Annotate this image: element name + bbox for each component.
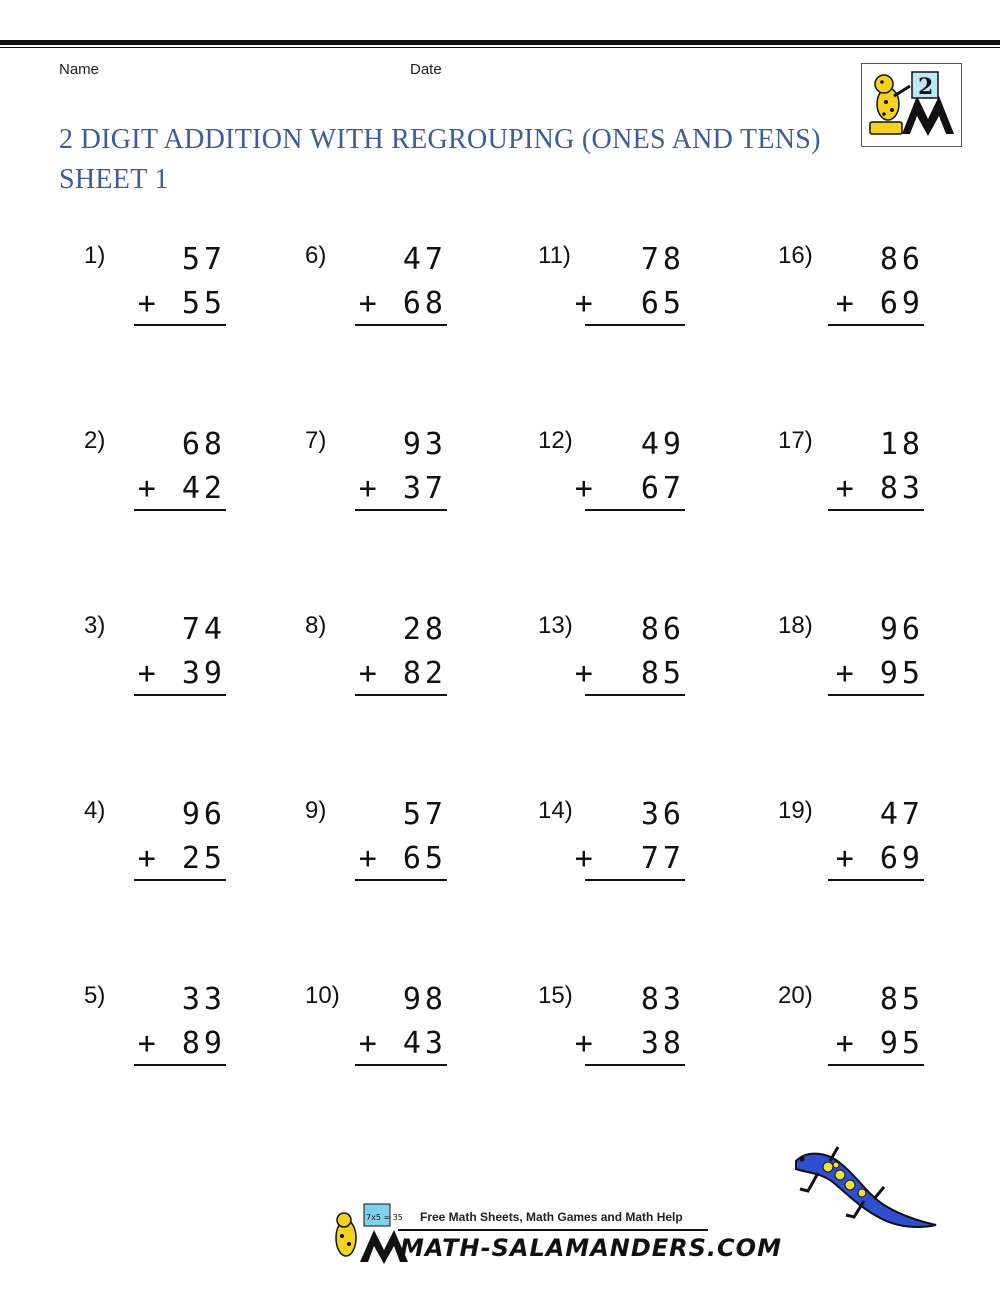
addend-top: 86 (879, 242, 924, 277)
answer-line (134, 509, 226, 511)
grade-logo (861, 63, 962, 147)
addend-top: 98 (402, 982, 447, 1017)
answer-line (134, 324, 226, 326)
problem-10 (305, 982, 447, 1092)
problem-number: 11) (538, 242, 571, 269)
addend-top: 49 (640, 427, 685, 462)
name-label: Name (59, 61, 100, 78)
answer-line (585, 1064, 685, 1066)
problem-15 (538, 982, 685, 1092)
problem-8 (305, 612, 447, 722)
addend-top: 74 (181, 612, 226, 647)
title-line-2: SHEET 1 (59, 164, 169, 195)
footer-rule (398, 1229, 708, 1231)
addend-top: 47 (879, 797, 924, 832)
salamander-teacher-icon (862, 64, 961, 146)
problem-17 (778, 427, 924, 537)
problem-11 (538, 242, 685, 352)
date-label: Date (410, 61, 442, 78)
problem-6 (305, 242, 447, 352)
problem-number: 7) (305, 427, 327, 454)
addend-top: 33 (181, 982, 226, 1017)
problem-number: 2) (84, 427, 106, 454)
addend-bottom: + 25 (137, 841, 226, 876)
answer-line (828, 509, 924, 511)
problem-number: 8) (305, 612, 327, 639)
addend-bottom: + 65 (358, 841, 447, 876)
answer-line (585, 509, 685, 511)
addend-top: 93 (402, 427, 447, 462)
problem-number: 9) (305, 797, 327, 824)
blue-salamander-icon (788, 1143, 938, 1243)
answer-line (828, 879, 924, 881)
problem-12 (538, 427, 685, 537)
problem-number: 3) (84, 612, 106, 639)
addend-top: 18 (879, 427, 924, 462)
problem-13 (538, 612, 685, 722)
answer-line (355, 324, 447, 326)
addend-bottom: + 77 (574, 841, 685, 876)
answer-line (585, 324, 685, 326)
addend-top: 36 (640, 797, 685, 832)
addend-bottom: + 69 (835, 286, 924, 321)
worksheet-title (59, 120, 839, 200)
problem-number: 16) (778, 242, 813, 269)
answer-line (355, 509, 447, 511)
addend-top: 47 (402, 242, 447, 277)
problem-number: 5) (84, 982, 106, 1009)
addend-bottom: + 67 (574, 471, 685, 506)
grade-badge: 2 (918, 74, 934, 100)
addend-bottom: + 95 (835, 1026, 924, 1061)
addend-bottom: + 42 (137, 471, 226, 506)
addend-bottom: + 82 (358, 656, 447, 691)
problem-number: 10) (305, 982, 340, 1009)
addend-bottom: + 65 (574, 286, 685, 321)
answer-line (355, 694, 447, 696)
addend-top: 68 (181, 427, 226, 462)
addend-bottom: + 38 (574, 1026, 685, 1061)
problem-14 (538, 797, 685, 907)
addend-bottom: + 83 (835, 471, 924, 506)
answer-line (585, 694, 685, 696)
svg-text:7x5 = 35: 7x5 = 35 (366, 1213, 403, 1222)
problem-2 (84, 427, 226, 537)
problem-number: 14) (538, 797, 573, 824)
answer-line (828, 1064, 924, 1066)
answer-line (828, 694, 924, 696)
problem-18 (778, 612, 924, 722)
problem-number: 17) (778, 427, 813, 454)
addend-top: 86 (640, 612, 685, 647)
problem-7 (305, 427, 447, 537)
problem-20 (778, 982, 924, 1092)
addend-bottom: + 69 (835, 841, 924, 876)
footer-brand: MATH-SALAMANDERS.COM (400, 1234, 782, 1262)
footer-tagline: Free Math Sheets, Math Games and Math Help (420, 1210, 683, 1224)
problem-number: 6) (305, 242, 327, 269)
addend-top: 83 (640, 982, 685, 1017)
problem-number: 19) (778, 797, 813, 824)
addend-bottom: + 95 (835, 656, 924, 691)
problem-number: 13) (538, 612, 573, 639)
addend-top: 85 (879, 982, 924, 1017)
addend-top: 28 (402, 612, 447, 647)
addend-top: 96 (879, 612, 924, 647)
problem-number: 20) (778, 982, 813, 1009)
addend-top: 96 (181, 797, 226, 832)
addend-top: 78 (640, 242, 685, 277)
answer-line (585, 879, 685, 881)
problem-19 (778, 797, 924, 907)
problem-number: 18) (778, 612, 813, 639)
problem-number: 4) (84, 797, 106, 824)
answer-line (828, 324, 924, 326)
answer-line (134, 1064, 226, 1066)
addend-bottom: + 85 (574, 656, 685, 691)
addend-bottom: + 43 (358, 1026, 447, 1061)
problem-number: 12) (538, 427, 573, 454)
addend-bottom: + 37 (358, 471, 447, 506)
top-rule (0, 40, 1000, 45)
problem-3 (84, 612, 226, 722)
answer-line (134, 879, 226, 881)
problem-number: 15) (538, 982, 573, 1009)
problem-5 (84, 982, 226, 1092)
addend-bottom: + 39 (137, 656, 226, 691)
problem-9 (305, 797, 447, 907)
top-rule-thin (0, 47, 1000, 48)
addend-top: 57 (402, 797, 447, 832)
problem-1 (84, 242, 226, 352)
addend-bottom: + 89 (137, 1026, 226, 1061)
problem-number: 1) (84, 242, 106, 269)
answer-line (355, 1064, 447, 1066)
addend-top: 57 (181, 242, 226, 277)
title-line-1: 2 DIGIT ADDITION WITH REGROUPING (ONES AND TENS) (59, 124, 821, 155)
addend-bottom: + 68 (358, 286, 447, 321)
addend-bottom: + 55 (137, 286, 226, 321)
problem-4 (84, 797, 226, 907)
answer-line (355, 879, 447, 881)
answer-line (134, 694, 226, 696)
problem-16 (778, 242, 924, 352)
